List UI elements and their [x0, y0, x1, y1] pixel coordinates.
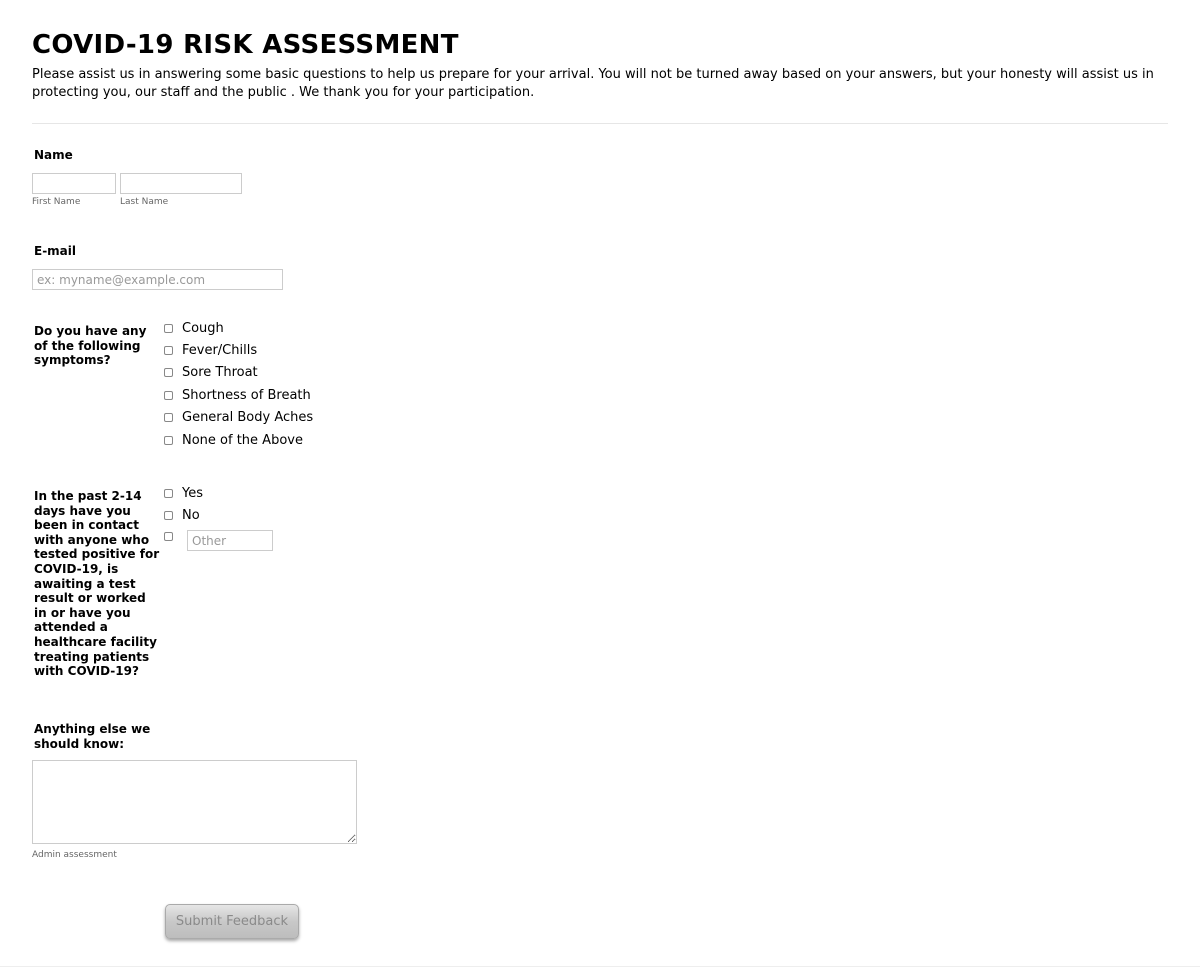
- last-name-input[interactable]: [120, 173, 242, 194]
- checkbox[interactable]: [164, 436, 173, 445]
- divider: [32, 123, 1168, 124]
- bottom-divider: [0, 966, 1200, 967]
- contact-option-yes[interactable]: [164, 486, 203, 501]
- symptom-option-shortness-of-breath[interactable]: [164, 388, 311, 403]
- last-name-sublabel: Last Name: [120, 197, 169, 207]
- first-name-input[interactable]: [32, 173, 116, 194]
- notes-textarea[interactable]: [32, 760, 357, 844]
- symptom-option-none[interactable]: [164, 433, 303, 448]
- option-label: None of the Above: [182, 433, 303, 448]
- checkbox[interactable]: [164, 346, 173, 355]
- contact-option-no[interactable]: [164, 508, 200, 523]
- symptom-option-body-aches[interactable]: [164, 410, 313, 425]
- symptoms-label: Do you have any of the following symptoms?: [34, 324, 147, 368]
- name-label: Name: [34, 148, 73, 162]
- contact-option-other[interactable]: [164, 532, 182, 541]
- email-input[interactable]: [32, 269, 283, 290]
- checkbox[interactable]: [164, 413, 173, 422]
- option-label: Cough: [182, 321, 224, 336]
- option-label: General Body Aches: [182, 410, 314, 425]
- submit-button[interactable]: Submit Feedback: [165, 904, 299, 939]
- symptom-option-fever[interactable]: [164, 343, 257, 358]
- option-label: Yes: [182, 486, 203, 501]
- page-title: COVID-19 RISK ASSESSMENT: [32, 30, 459, 60]
- checkbox[interactable]: [164, 324, 173, 333]
- option-label: No: [182, 508, 200, 523]
- other-input[interactable]: [187, 530, 273, 551]
- symptom-option-sore-throat[interactable]: [164, 365, 258, 380]
- form-description: Please assist us in answering some basic questions to help us prepare for your arrival. You will not be turned away based on your answers, but your honesty will assist us in protecting you, our staff and the public . We thank you for your participation.: [32, 67, 1154, 100]
- checkbox[interactable]: [164, 511, 173, 520]
- first-name-sublabel: First Name: [32, 197, 81, 207]
- notes-label: Anything else we should know:: [34, 722, 151, 751]
- checkbox[interactable]: [164, 368, 173, 377]
- option-label: Fever/Chills: [182, 343, 258, 358]
- checkbox[interactable]: [164, 532, 173, 541]
- notes-sublabel: Admin assessment: [32, 850, 117, 860]
- contact-label: In the past 2-14 days have you been in contact with anyone who tested positive for COVID-19, is awaiting a test result or worked in or have you attended a healthcare facility treating patients with COVID-19?: [34, 489, 160, 679]
- checkbox[interactable]: [164, 489, 173, 498]
- symptom-option-cough[interactable]: [164, 321, 224, 336]
- option-label: Sore Throat: [182, 365, 258, 380]
- checkbox[interactable]: [164, 391, 173, 400]
- email-label: E-mail: [34, 244, 77, 258]
- option-label: Shortness of Breath: [182, 388, 311, 403]
